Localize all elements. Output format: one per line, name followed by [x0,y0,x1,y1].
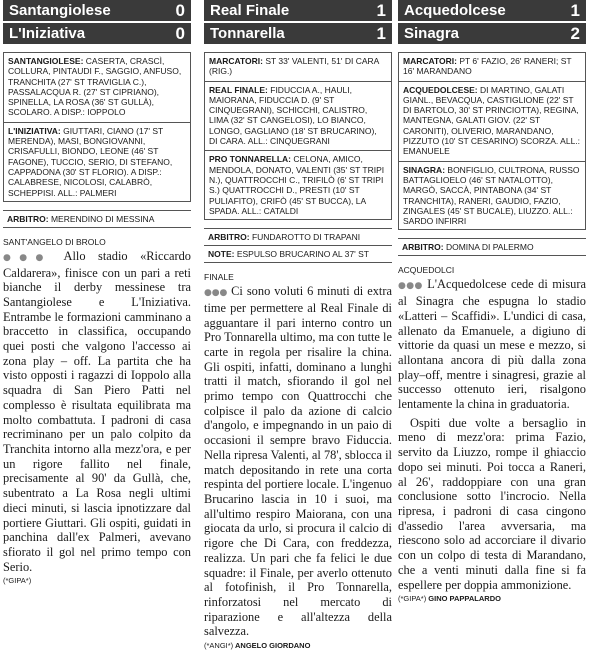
home-lineup: ACQUEDOLCESE: DI MARTINO, GALATI GIANL., BEVACQUA, CASTIGLIONE (22' ST DI BARTOLO, 30' ST PRINCIOTTA), REGINA, MANTEGNA, GALATI GIOV. (22' ST CARONITI), OLIVERIO, MARANDANO, PIZZUTO (10' ST CESARINO) SCORZA. ALL.: EMANUELE [403,84,581,157]
scoreboard-away [3,23,191,44]
away-lineup: SINAGRA: BONFIGLIO, CULTRONA, RUSSO BATTAGLIOELO (46' ST NATALOTTO), MARGÒ, SACCÀ, PINTABONA (34' ST TRANCHITA), RANERI, GAUDIO, FAZIO, ZINGALES (45' ST BUCALE), LIUZZO. ALL.: SARDO INFIRRI [403,164,580,227]
referee-line: ARBITRO: FUNDAROTTO DI TRAPANI [204,228,392,246]
article-paragraph-2: Ospiti due volte a bersaglio in meno di mezz'ora: prima Fazio, servito da Liuzzo, rompe il ghiaccio dopo sei minuti. Poi tocca a Raneri, al 26', raddoppiare con una gran conclusione sotto l'incrocio. Nella ripresa, i padroni di casa cingono d'assedio l'area avversaria, ma riescono solo ad accorciare il divario con un colpo di testa di Marandano, che a venti minuti dalla fine si fa espellere per doppia ammonizione. [398,415,586,592]
away-lineup: L'INIZIATIVA: GIUTTARI, CIANO (17' ST MERENDA), MASI, BONGIOVANNI, CRISAFULLI, BIONDO, LEONE (46' ST FAGONE), TUCCIO, SERIO, DI STEFANO, CAPPADONA (30' ST FLORIO). A DISP.: CALABRESE, NICOLOSI, CALABRÒ, SCHEPPISI. ALL.: PALMERI [8,125,173,198]
away-team-name: L'Iniziativa [9,25,86,42]
away-team-score: 0 [175,23,185,43]
scoreboard-away [204,23,392,44]
match-column-3 [398,0,586,608]
home-team-score: 1 [570,0,580,20]
match-report-box [204,52,392,220]
article-body: ●●● Ci sono voluti 6 minuti di extra time per permettere al Real Finale di agguantare il pari interno contro un Pro Tonnarella ultimo, ma con tutte le carte in regola per risalire la china. Gli ospiti, infatti, dominano a lunghi tratti il match, sfiorando il gol nel primo tempo con Quattrocchi che colpisce il palo da azione di calcio d'angolo, e impegnando in un paio di occasioni il sempre bravo Fiduccia. Nella ripresa Valenti, al 78', sblocca il match depositando in rete una corta respinta del portiere locale. L'ingenuo Brucarino lascia in 10 i suoi, ma all'ultimo respiro Maiorana, con una giocata da urlo, si procura il calcio di rigore che Di Cara, con freddezza, realizza. Un pari che fa felici le due squadre: il Finale, per averlo ottenuto al fotofinish, il Pro Tonnarella, rinforzatosi nel mercato di riparazione e all'altezza della salvezza. [204,284,392,639]
home-team-name: Santangiolese [9,2,111,19]
home-team-name: Acquedolcese [404,2,506,19]
article-signature: (*GIPA*) [3,576,32,586]
away-team-score: 1 [376,23,386,43]
home-lineup: SANTANGIOLESE: CASERTA, CRASCÌ, COLLURA, PINTAUDI F., SAGGIO, ANFUSO, TRANCHITA (27' ST TRAVIGLIA C.), PASSALACQUA R. (27' ST CIPRIANO), SPINELLA, LA ROSA (36' ST GULLÀ), SCOLARO. A DISP.: IOPPOLO [8,56,182,118]
scoreboard-home [3,0,191,21]
article-dateline: SANT'ANGELO DI BROLO [3,236,106,247]
bullet-dots-icon: ●●● [204,288,228,299]
home-lineup: REAL FINALE: FIDUCCIA A., HAULI, MAIORANA, FIDUCCIA D. (9' ST CINQUEGRANI), SCHICCHI, CALISTRO, LIMA (32' ST CANGELOSI), LO BIANCO, LONGO, GAGLIANO (18' ST BRUCARINO), DI CARA. ALL.: CINQUEGRANI [209,84,377,147]
article-dateline: ACQUEDOLCI [398,265,455,276]
article-signature: (*ANGI*) ANGELO GIORDANO [204,641,311,650]
away-lineup: PRO TONNARELLA: CELONA, AMICO, MENDOLA, DONATO, VALENTI (35' ST TRIPI N.), QUATTROCCHI C., TRIFILÒ (6' ST TRIPI S.) QUATTROCCHI D., PRESTI (10' ST PULIAFITO), CRIFÒ (45' ST BUCCA), LA SPADA. ALL.: CATALDI [209,154,385,216]
referee-line: ARBITRO: MERENDINO DI MESSINA [3,210,191,228]
article-body: ●●● L'Acquedolcese cede di misura al Sinagra che espugna lo stadio «Latteri – Scaffidi». L'undici di casa, allenato da Emanuele, a digiuno di vittorie da quasi un mese e mezzo, si allontana ancora di più dalla zona play–off, mentre i sinagresi, grazie al successo ottenuto ieri, risalgono lentamente la china in graduatoria. Ospiti due volte a bersaglio in meno di mezz'ora: prima Fazio, servito da Liuzzo, rompe il ghiaccio dopo sei minuti. Poi tocca a Raneri, al 26', raddoppiare con una gran conclusione sotto l'incrocio. Nella ripresa, i padroni di casa cingono d'assedio l'area avversaria, ma riescono solo ad accorciare il divario con un colpo di testa di Marandano, che a venti minuti dalla fine si fa espellere per doppia ammonizione. [398,277,586,592]
notes-line: NOTE: ESPULSO BRUCARINO AL 37' ST [204,246,392,263]
bullet-dots-icon: ●●● [398,281,423,292]
away-team-name: Tonnarella [210,25,285,42]
scoreboard-away [398,23,586,44]
away-team-name: Sinagra [404,25,460,42]
bullet-dots-icon: ●●● [3,252,52,263]
home-team-name: Real Finale [210,2,290,19]
home-team-score: 0 [175,0,185,20]
referee-line: ARBITRO: DOMINA DI PALERMO [398,238,586,256]
scorers: MARCATORI: PT 6' FAZIO, 26' RANERI; ST 16' MARANDANO [403,56,572,77]
match-column-2 [204,0,392,650]
scoreboard-home [204,0,392,21]
article-signature: (*GIPA*) GINO PAPPALARDO [398,594,501,604]
away-team-score: 2 [570,23,580,43]
match-report-box [398,52,586,230]
scorers: MARCATORI: ST 33' VALENTI, 51' DI CARA (RIG.) [209,56,379,77]
scoreboard-home [398,0,586,21]
article-body: ●●● Allo stadio «Riccardo Caldarera», finisce con un pari a reti bianche il derby messinese tra Santangiolese e L'Iniziativa. Entrambe le formazioni camminano a braccetto in classifica, occupando quei posti che valgono l'accesso ai zona play – off. La partita che ha visto opposti i ragazzi di Ioppolo alla squadra di San Piero Patti nel complesso è risultata equilibrata ma molto combattuta. I padroni di casa recriminano per un palo colpito da Tranchita intorno alla mezz'ora, e per un rigore fallito nel finale, precisamente al 90' da Gullà, che, subentrato a La Rosa negli ultimi dieci minuti, si lascia ipnotizzare dal portiere Giuttari. Gli ospiti, guidati in panchina dall'ex Palmeri, avevano sfiorato il gol nel primo tempo con Serio. [3,248,191,574]
article-dateline: FINALE [204,272,234,283]
home-team-score: 1 [376,0,386,20]
match-report-box [3,52,191,202]
match-column-1 [3,0,191,608]
